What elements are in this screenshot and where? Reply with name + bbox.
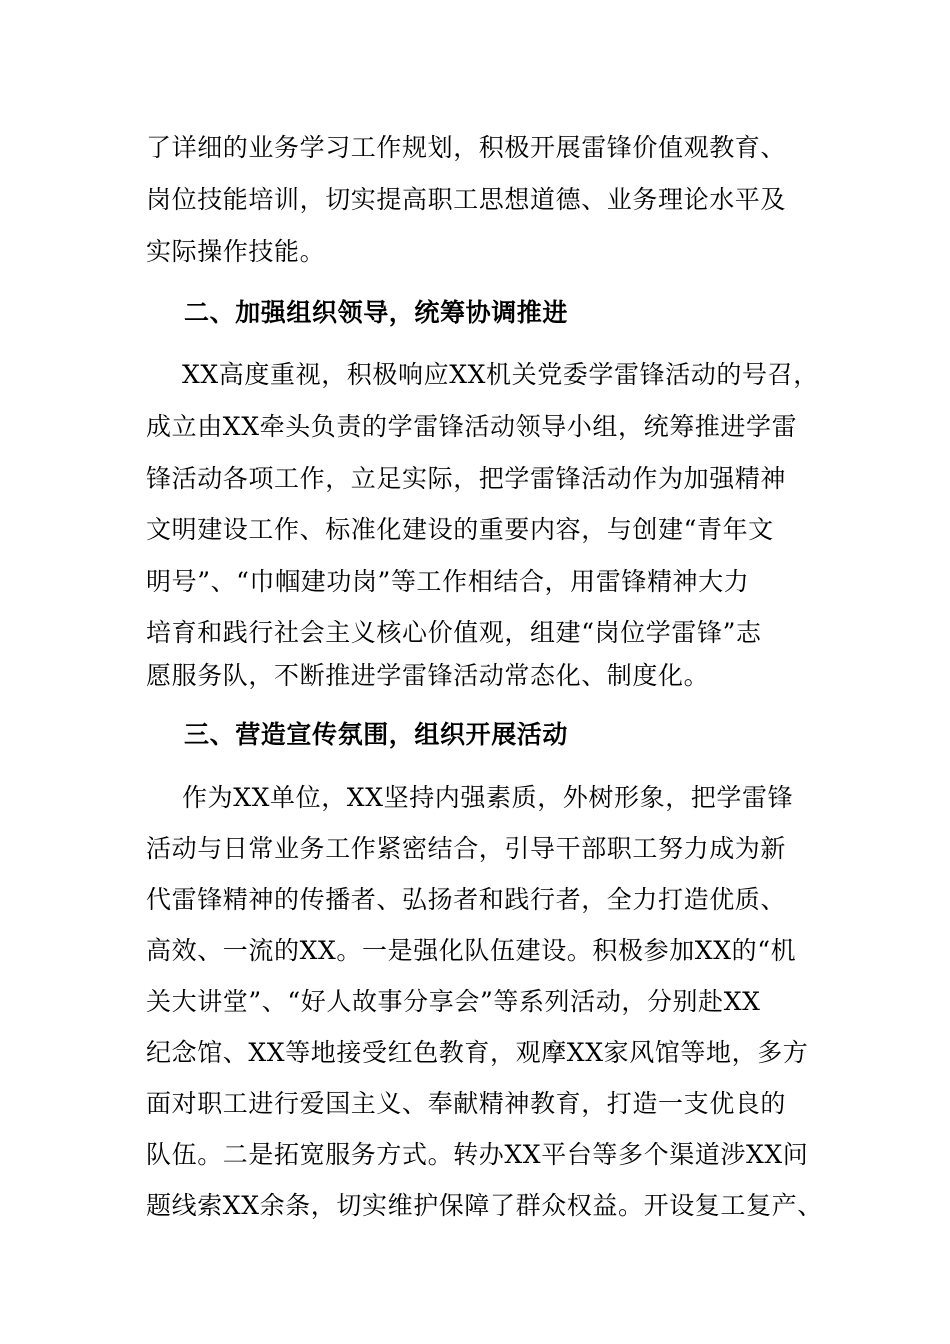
paragraph-line: 队伍。二是拓宽服务方式。转办XX平台等多个渠道涉XX问 bbox=[146, 1140, 809, 1169]
paragraph-line: 关大讲堂”、“好人故事分享会”等系列活动，分别赴XX bbox=[146, 987, 761, 1016]
paragraph-line: 锋活动各项工作，立足实际，把学雷锋活动作为加强精神 bbox=[146, 464, 787, 493]
paragraph-line: 培育和践行社会主义核心价值观，组建“岗位学雷锋”志 bbox=[146, 618, 762, 647]
paragraph-line: 文明建设工作、标准化建设的重要内容，与创建“青年文 bbox=[146, 515, 774, 544]
paragraph-line: 代雷锋精神的传播者、弘扬者和践行者，全力打造优质、 bbox=[146, 885, 787, 914]
paragraph-line: XX高度重视，积极响应XX机关党委学雷锋活动的号召， bbox=[182, 360, 819, 389]
paragraph-line: 纪念馆、XX等地接受红色教育，观摩XX家风馆等地，多方 bbox=[146, 1038, 809, 1067]
paragraph-line: 成立由XX牵头负责的学雷锋活动领导小组，统筹推进学雷 bbox=[146, 412, 798, 441]
paragraph-line: 岗位技能培训，切实提高职工思想道德、业务理论水平及 bbox=[146, 185, 787, 214]
paragraph-line: 明号”、“巾帼建功岗”等工作相结合，用雷锋精神大力 bbox=[146, 567, 750, 596]
paragraph-line: 愿服务队，不断推进学雷锋活动常态化、制度化。 bbox=[146, 661, 710, 690]
paragraph-line: 了详细的业务学习工作规划，积极开展雷锋价值观教育、 bbox=[146, 133, 787, 162]
section-heading: 三、营造宣传氛围，组织开展活动 bbox=[184, 720, 569, 749]
section-heading: 二、加强组织领导，统筹协调推进 bbox=[184, 298, 569, 327]
paragraph-line: 题线索XX余条，切实维护保障了群众权益。开设复工复产、 bbox=[146, 1191, 823, 1220]
paragraph-line: 面对职工进行爱国主义、奉献精神教育，打造一支优良的 bbox=[146, 1089, 787, 1118]
paragraph-line: 作为XX单位，XX坚持内强素质，外树形象，把学雷锋 bbox=[182, 783, 794, 812]
paragraph-line: 活动与日常业务工作紧密结合，引导干部职工努力成为新 bbox=[146, 834, 787, 863]
paragraph-line: 实际操作技能。 bbox=[146, 237, 326, 266]
paragraph-line: 高效、一流的XX。一是强化队伍建设。积极参加XX的“机 bbox=[146, 936, 797, 965]
